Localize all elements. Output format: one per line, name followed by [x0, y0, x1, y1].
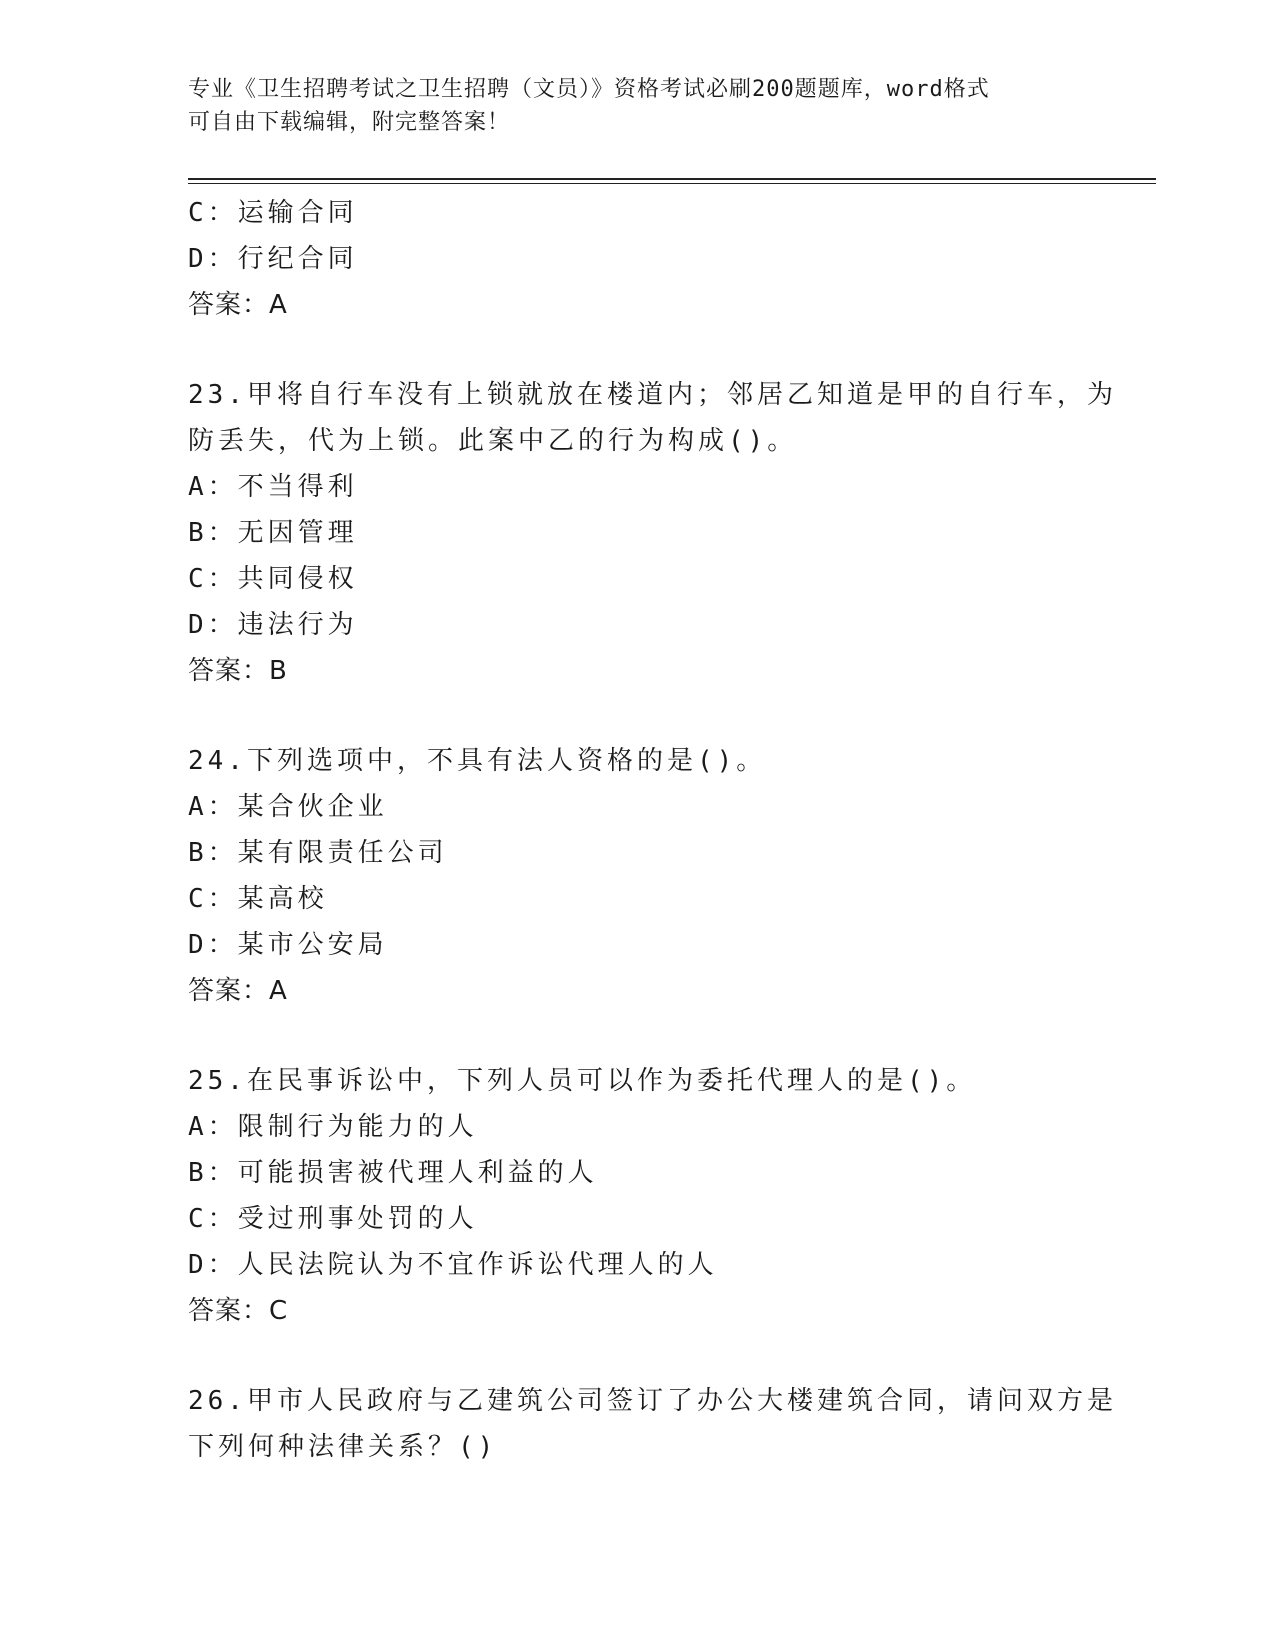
header-line-2: 可自由下载编辑，附完整答案！ [188, 110, 511, 135]
question-26 [188, 1378, 1117, 1470]
question-24 [188, 738, 1088, 1014]
option-b: B：某有限责任公司 [188, 838, 448, 868]
option-c: C：受过刑事处罚的人 [188, 1204, 478, 1234]
header-line-1: 专业《卫生招聘考试之卫生招聘（文员）》资格考试必刷200题题库，word格式 [188, 77, 990, 102]
answer: 答案：C [188, 1296, 289, 1326]
option-a: A：不当得利 [188, 472, 358, 502]
question-stem: 24.下列选项中，不具有法人资格的是()。 [188, 746, 767, 776]
option-d: D：人民法院认为不宜作诉讼代理人的人 [188, 1250, 718, 1280]
option-b: B：无因管理 [188, 518, 358, 548]
answer: 答案：A [188, 290, 288, 320]
question-list [188, 190, 1117, 1470]
question-stem: 26.甲市人民政府与乙建筑公司签订了办公大楼建筑合同，请问双方是 [188, 1386, 1117, 1416]
question-stem: 25.在民事诉讼中，下列人员可以作为委托代理人的是()。 [188, 1066, 977, 1096]
question-25 [188, 1058, 1088, 1334]
question-stem-cont: 防丢失，代为上锁。此案中乙的行为构成()。 [188, 426, 798, 456]
answer: 答案：B [188, 656, 288, 686]
answer: 答案：A [188, 976, 288, 1006]
header-divider [188, 178, 1156, 184]
document-header [188, 73, 1068, 139]
question-23 [188, 372, 1117, 694]
option-a: A：限制行为能力的人 [188, 1112, 478, 1142]
option-c: C：某高校 [188, 884, 328, 914]
option-c: C：共同侵权 [188, 564, 358, 594]
option-d: D：行纪合同 [188, 244, 358, 274]
option-d: D：某市公安局 [188, 930, 388, 960]
question-22-continued [188, 190, 1088, 328]
question-stem-cont: 下列何种法律关系？() [188, 1432, 498, 1462]
option-b: B：可能损害被代理人利益的人 [188, 1158, 598, 1188]
option-a: A：某合伙企业 [188, 792, 388, 822]
question-stem: 23.甲将自行车没有上锁就放在楼道内；邻居乙知道是甲的自行车，为 [188, 380, 1117, 410]
option-c: C：运输合同 [188, 198, 358, 228]
option-d: D：违法行为 [188, 610, 358, 640]
